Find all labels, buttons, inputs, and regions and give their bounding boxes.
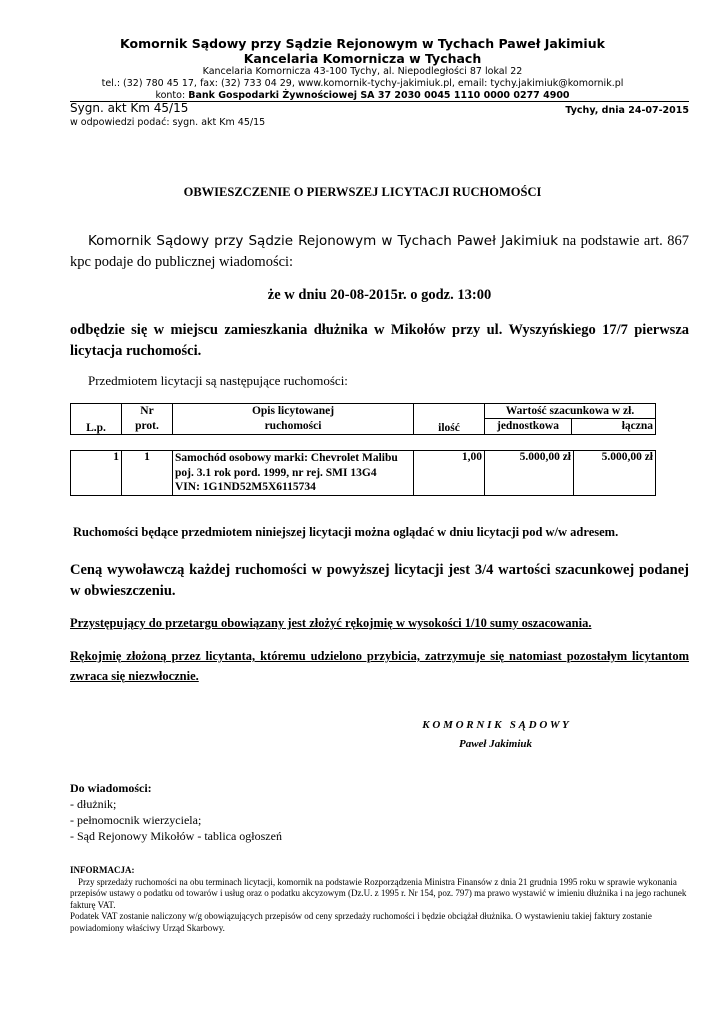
row-quantity: 1,00 [414,451,485,496]
header-lp: L.p. [71,404,122,435]
table-row [71,451,656,496]
row-description [173,451,414,496]
auction-place: odbędzie się w miejscu zamieszkania dłużnika w Mikołów przy ul. Wyszyńskiego 17/7 pierwsza licytacja ruchomości. [70,322,689,359]
header-prot: prot. [135,420,159,432]
header-description [173,404,414,435]
row-nr: 1 [122,451,173,496]
account-label: konto: [155,90,189,101]
intro-bailiff-name: Komornik Sądowy przy Sądzie Rejonowym w Tychach Paweł Jakimiuk [88,233,559,249]
row-description-line: Samochód osobowy marki: Chevrolet Malibu [175,452,398,464]
header-office-name: Kancelaria Komornicza w Tychach [243,51,482,66]
header-value [485,404,656,435]
info-text-2: Podatek VAT zostanie naliczony w/g obowiązujących przepisów od ceny sprzedaży ruchomości i będzie obciążał dłużnika. O wystawieniu takiej faktury zostanie powiadomiony właściwy Urząd Skarbowy. [70,911,652,933]
row-unit-value: 5.000,00 zł [485,451,574,496]
recipient-item: - pełnomocnik wierzyciela; [70,813,202,827]
recipient-item: - Sąd Rejonowy Mikołów - tablica ogłoszeń [70,829,282,843]
header-quantity: ilość [414,404,485,435]
document-date: Tychy, dnia 24-07-2015 [565,105,689,116]
recipients-block [70,780,282,844]
info-text-1: Przy sprzedaży ruchomości na obu terminach licytacji, komornik na podstawie Rozporządzenia Ministra Finansów z dnia 21 grudnia 1995 roku w sprawie wykonania przepisów ustawy o podatku od towarów i usług oraz o podatku akcyzowym (Dz.U. z 1995 r. Nr 154, poz. 797) ma prawo wystawić w imieniu dłużnika i na jego rachunek fakturę VAT. [70,876,687,910]
header-nr: Nr [140,405,154,417]
recipients-heading: Do wiadomości: [70,781,152,795]
info-block [70,865,690,934]
account-number: Bank Gospodarki Żywnościowej SA 37 2030 0045 1110 0000 0277 4900 [188,90,570,101]
row-total-value: 5.000,00 zł [574,451,656,496]
info-heading: INFORMACJA: [70,865,135,875]
header-description-2: ruchomości [264,420,322,432]
document-title: OBWIESZCZENIE O PIERWSZEJ LICYTACJI RUCHOMOŚCI [183,185,542,199]
reply-reference: w odpowiedzi podać: sygn. akt Km 45/15 [70,117,266,128]
intro-legal-basis: na podstawie art. 867 kpc podaje do publicznej wiadomości: [70,233,689,270]
items-table [70,403,656,496]
header-contact: tel.: (32) 780 45 17, fax: (32) 733 04 29, www.komornik-tychy-jakimiuk.pl, email: tychy.jakimiuk@komornik.pl [101,78,624,89]
header-value-title: Wartość szacunkowa w zł. [485,404,655,419]
deposit-return-info: Rękojmię złożoną przez licytanta, któremu udzielono przybicia, zatrzymuje się natomiast pozostałym licytantom zwraca się niezwłocznie. [70,649,689,683]
header-unit-value: jednostkowa [485,419,572,434]
recipient-item: - dłużnik; [70,797,117,811]
signature-name: Paweł Jakimiuk [458,738,533,750]
starting-price-info: Ceną wywoławczą każdej ruchomości w powyższej licytacji jest 3/4 wartości szacunkowej podanej w obwieszczeniu. [70,562,689,599]
document-header [0,36,725,102]
case-number: Sygn. akt Km 45/15 [70,101,189,115]
viewing-info: Ruchomości będące przedmiotem niniejszej licytacji można oglądać w dniu licytacji pod w/w adresem. [73,525,619,539]
header-address: Kancelaria Komornicza 43-100 Tychy, al. Niepodległości 87 lokal 22 [202,66,523,77]
row-description-line: poj. 3.1 rok pord. 1999, nr rej. SMI 13G4 [175,466,377,479]
subject-intro: Przedmiotem licytacji są następujące ruchomości: [88,373,348,388]
auction-date: że w dniu 20-08-2015r. o godz. 13:00 [267,287,492,303]
row-description-line: VIN: 1G1ND52M5X6115734 [175,481,316,493]
header-nr-prot [122,404,173,435]
header-description-1: Opis licytowanej [251,405,335,417]
deposit-info: Przystępujący do przetargu obowiązany jest złożyć rękojmię w wysokości 1/10 sumy oszacowania. [70,616,592,630]
signature-title: K O M O R N I K S Ą D O W Y [422,719,569,731]
row-lp: 1 [71,451,122,496]
header-bailiff-name: Komornik Sądowy przy Sądzie Rejonowym w Tychach Paweł Jakimiuk [120,36,605,51]
header-total-value: łączna [621,420,653,432]
table-spacer [71,435,656,451]
intro-paragraph [70,231,689,273]
